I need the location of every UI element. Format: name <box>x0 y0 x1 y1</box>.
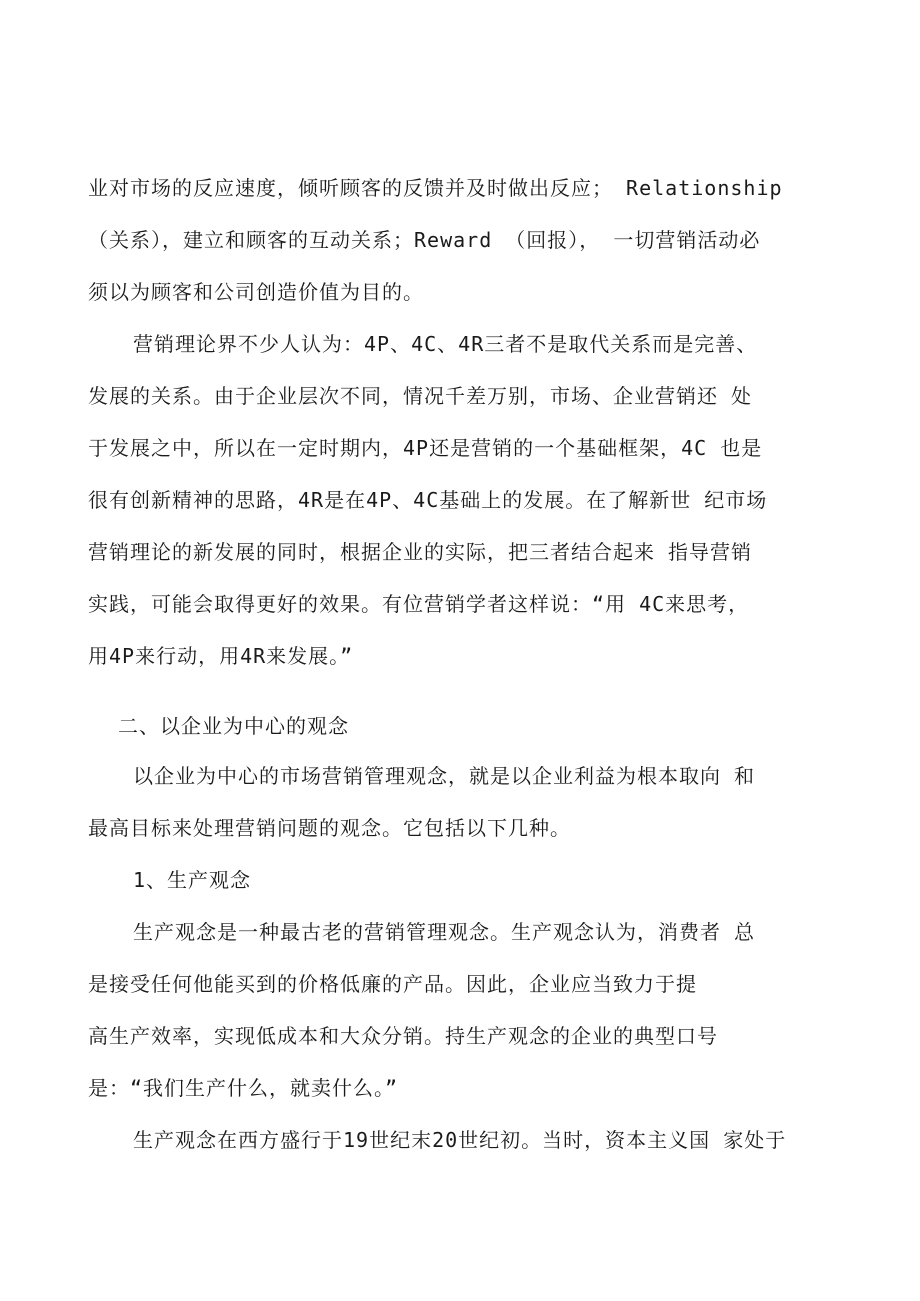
subsection-heading: 1、生产观念 <box>133 868 252 892</box>
text-line: 须以为顾客和公司创造价值为目的。 <box>88 280 424 304</box>
text-line: 最高目标来处理营销问题的观念。它包括以下几种。 <box>88 816 571 840</box>
text-line: 生产观念在西方盛行于19世纪末20世纪初。当时，资本主义国 家处于 <box>133 1128 787 1152</box>
text-line: 生产观念是一种最古老的营销管理观念。生产观念认为，消费者 总 <box>133 920 756 944</box>
text-line: 实践，可能会取得更好的效果。有位营销学者这样说：“用 4C来思考， <box>88 592 750 616</box>
text-line: 业对市场的反应速度，倾听顾客的反馈并及时做出反应； Relationship <box>88 176 783 200</box>
text-line: 发展的关系。由于企业层次不同，情况千差万别，市场、企业营销还 处 <box>88 384 753 408</box>
text-line: 用4P来行动，用4R来发展。” <box>88 644 354 668</box>
section-heading: 二、以企业为中心的观念 <box>118 714 349 738</box>
text-line: （关系），建立和顾客的互动关系；Reward （回报）， 一切营销活动必 <box>88 228 761 252</box>
text-line: 以企业为中心的市场营销管理观念，就是以企业利益为根本取向 和 <box>133 764 756 788</box>
text-line: 是接受任何他能买到的价格低廉的产品。因此，企业应当致力于提 <box>88 972 697 996</box>
text-line: 营销理论的新发展的同时，根据企业的实际，把三者结合起来 指导营销 <box>88 540 753 564</box>
text-line: 于发展之中，所以在一定时期内，4P还是营销的一个基础框架，4C 也是 <box>88 436 763 460</box>
text-line: 高生产效率，实现低成本和大众分销。持生产观念的企业的典型口号 <box>88 1024 718 1048</box>
text-line: 是：“我们生产什么，就卖什么。” <box>88 1076 399 1100</box>
text-line: 营销理论界不少人认为：4P、4C、4R三者不是取代关系而是完善、 <box>133 332 758 356</box>
text-line: 很有创新精神的思路，4R是在4P、4C基础上的发展。在了解新世 纪市场 <box>88 488 768 512</box>
